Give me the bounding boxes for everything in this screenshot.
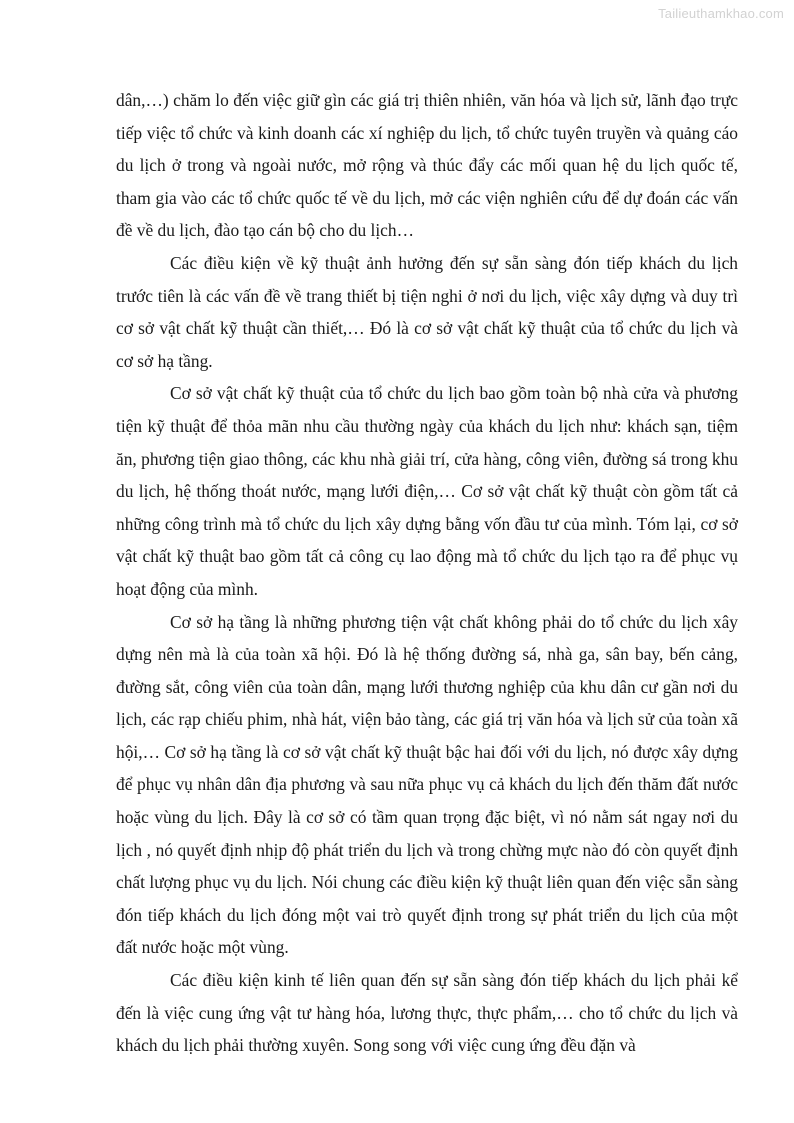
paragraph-4: Cơ sở hạ tầng là những phương tiện vật chất không phải do tổ chức du lịch xây dựng nên mà là của toàn xã hội. Đó là hệ thống đường sá, nhà ga, sân bay, bến cảng, đường sắt, công viên của toàn dân, mạng lưới thương nghiệp của khu dân cư gần nơi du lịch, các rạp chiếu phim, nhà hát, viện bảo tàng, các giá trị văn hóa và lịch sử của toàn xã hội,… Cơ sở hạ tầng là cơ sở vật chất kỹ thuật bậc hai đối với du lịch, nó được xây dựng để phục vụ nhân dân địa phương và sau nữa phục vụ cả khách du lịch đến thăm đất nước hoặc vùng du lịch. Đây là cơ sở có tầm quan trọng đặc biệt, vì nó nằm sát ngay nơi du lịch , nó quyết định nhịp độ phát triển du lịch và trong chừng mực nào đó còn quyết định chất lượng phục vụ du lịch. Nói chung các điều kiện kỹ thuật liên quan đến việc sẵn sàng đón tiếp khách du lịch đóng một vai trò quyết định trong sự phát triển du lịch của một đất nước hoặc một vùng. bbox=[116, 611, 738, 958]
paragraph-3: Cơ sở vật chất kỹ thuật của tổ chức du lịch bao gồm toàn bộ nhà cửa và phương tiện kỹ thuật để thỏa mãn nhu cầu thường ngày của khách du lịch như: khách sạn, tiệm ăn, phương tiện giao thông, các khu nhà giải trí, cửa hàng, công viên, đường sá trong khu du lịch, hệ thống thoát nước, mạng lưới điện,… Cơ sở vật chất kỹ thuật còn gồm tất cả những công trình mà tổ chức du lịch xây dựng bằng vốn đầu tư của mình. Tóm lại, cơ sở vật chất kỹ thuật bao gồm tất cả công cụ lao động mà tổ chức du lịch tạo ra để phục vụ hoạt động của mình. bbox=[116, 383, 738, 599]
paragraph-1: dân,…) chăm lo đến việc giữ gìn các giá trị thiên nhiên, văn hóa và lịch sử, lãnh đạo trực tiếp việc tổ chức và kinh doanh các xí nghiệp du lịch, tổ chức tuyên truyền và quảng cáo du lịch ở trong và ngoài nước, mở rộng và thúc đẩy các mối quan hệ du lịch quốc tế, tham gia vào các tổ chức quốc tế về du lịch, mở các viện nghiên cứu để dự đoán các vấn đề về du lịch, đào tạo cán bộ cho du lịch… bbox=[116, 90, 738, 241]
paragraph-2: Các điều kiện về kỹ thuật ảnh hưởng đến sự sẵn sàng đón tiếp khách du lịch trước tiên là các vấn đề về trang thiết bị tiện nghi ở nơi du lịch, việc xây dựng và duy trì cơ sở vật chất kỹ thuật cần thiết,… Đó là cơ sở vật chất kỹ thuật của tổ chức du lịch và cơ sở hạ tầng. bbox=[116, 252, 738, 371]
watermark-text: Tailieuthamkhao.com bbox=[658, 6, 784, 21]
document-body bbox=[116, 84, 738, 1062]
paragraph-5: Các điều kiện kinh tế liên quan đến sự sẵn sàng đón tiếp khách du lịch phải kể đến là việc cung ứng vật tư hàng hóa, lương thực, thực phẩm,… cho tổ chức du lịch và khách du lịch phải thường xuyên. Song song với việc cung ứng đều đặn và bbox=[116, 970, 738, 1056]
